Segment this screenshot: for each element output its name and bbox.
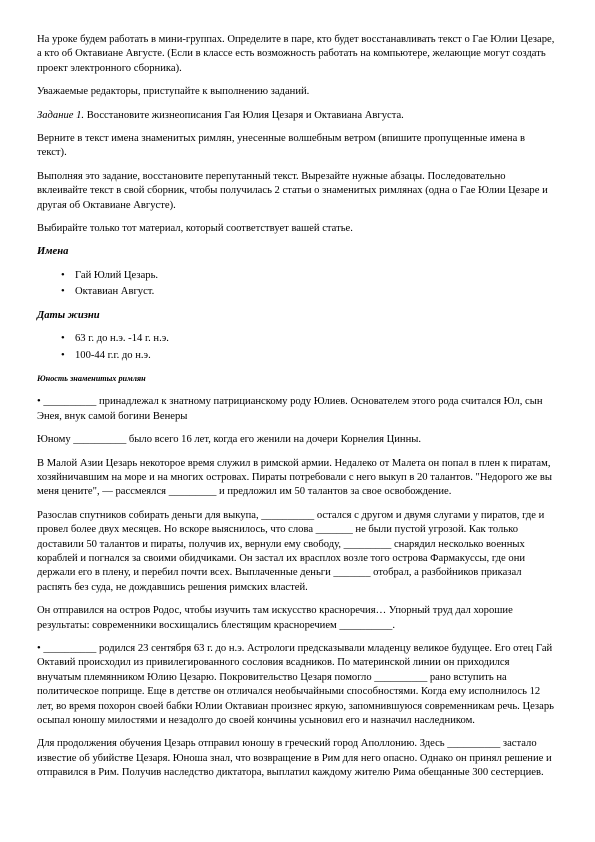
dates-list	[37, 332, 555, 363]
bullet-icon: •	[61, 333, 65, 345]
youth-paragraph-5: Он отправился на остров Родос, чтобы изучить там искусство красноречия… Упорный труд дал хорошие результаты: современники восхищались блестящим красноречием __________.	[37, 605, 513, 631]
intro-paragraph: На уроке будем работать в мини-группах. Определите в паре, кто будет восстанавливать текст о Гае Юлии Цезаре, а кто об Октавиане Августе. (Если в классе есть возможность работать на компьютере, желающие могут создать проект электронного сборника).	[37, 34, 555, 74]
task1-label: Задание 1.	[37, 109, 85, 121]
youth-paragraph-2: Юному __________ было всего 16 лет, когда его женили на дочери Корнелия Цинны.	[37, 434, 422, 446]
instructions-paragraph: Выполняя это задание, восстановите перепутанный текст. Вырезайте нужные абзацы. Последовательно вклеивайте текст в свой сборник, чтобы получилась 2 статьи о знаменитых римлянах (одна о Гае Юлии Цезаре и другая об Октавиане Августе).	[37, 170, 548, 211]
bullet-icon: •	[61, 349, 65, 361]
choose-paragraph: Выбирайте только тот материал, который соответствует вашей статье.	[37, 223, 353, 235]
names-list	[37, 269, 555, 300]
names-heading: Имена	[37, 246, 69, 258]
dates-heading: Даты жизни	[37, 309, 100, 321]
editors-paragraph: Уважаемые редакторы, приступайте к выполнению заданий.	[37, 86, 310, 98]
list-item: • Гай Юлий Цезарь.	[61, 269, 555, 283]
youth-paragraph-4: Разослав спутников собирать деньги для выкупа, __________ остался с другом и двумя слугами у пиратов, где и провел более двух месяцев. Но вскоре выяснилось, что слова _______ не были пустой угрозой. Как только доставили 50 талантов и пираты, получив их, вернули ему свободу, _________ снарядил несколько военных кораблей и погнался за своими обидчиками. Он застал их врасплох возле того острова Фармакуссы, где они держали его в плену, и перебил почти всех. Выплаченные деньги _______ отобрал, а разбойников приказал распять без суда, не дождавшись решения римских властей.	[37, 509, 545, 593]
task1-paragraph	[37, 109, 555, 123]
youth-paragraph-7: Для продолжения обучения Цезарь отправил юношу в греческий город Аполлонию. Здесь __________ застало известие об убийстве Цезаря. Юноша знал, что возвращение в Рим для него опасно. Однако он принял решение и отправился в Рим. Получив наследство диктатора, выплатил каждому жителю Рима обещанные 300 сестерциев.	[37, 738, 552, 779]
bullet-icon: •	[61, 269, 65, 281]
youth-paragraph-3: В Малой Азии Цезарь некоторое время служил в римской армии. Недалеко от Малета он попал в плен к пиратам, хозяйничавшим на море и на многих островах. Пираты потребовали с него выкуп в 20 талантов. "Недорого же вы меня цените", — рассмеялся _________ и предложил им 50 талантов за свое освобождение.	[37, 457, 553, 498]
return-names-paragraph: Верните в текст имена знаменитых римлян, унесенные волшебным ветром (впишите пропущенные имена в текст).	[37, 133, 525, 159]
list-item: • 100-44 г.г. до н.э.	[61, 349, 555, 363]
youth-heading: Юность знаменитых римлян	[37, 373, 146, 383]
list-item: • 63 г. до н.э. -14 г. н.э.	[61, 332, 555, 346]
youth-paragraph-6: • __________ родился 23 сентября 63 г. до н.э. Астрологи предсказывали младенцу великое будущее. Его отец Гай Октавий происходил из привилегированного сословия всадников. По материнской линии он приходился внучатым племянником Юлию Цезарю. Покровительство Цезаря помогло __________ рано вступить на политическое поприще. Еще в детстве он отличался необычайными способностями. Когда ему исполнилось 12 лет, во время похорон своей бабки Юлии Октавиан произнес яркую, запомнившуюся современникам речь. Цезарь осыпал юношу милостями и незадолго до своей кончины усыновил его и назначил наследником.	[37, 643, 554, 727]
youth-paragraph-1: • __________ принадлежал к знатному патрицианскому роду Юлиев. Основателем этого рода считался Юл, сын Энея, внук самой богини Венеры	[37, 396, 543, 422]
bullet-icon: •	[61, 286, 65, 298]
list-item: • Октавиан Август.	[61, 285, 555, 299]
task1-text: Восстановите жизнеописания Гая Юлия Цезаря и Октавиана Августа.	[84, 109, 404, 121]
